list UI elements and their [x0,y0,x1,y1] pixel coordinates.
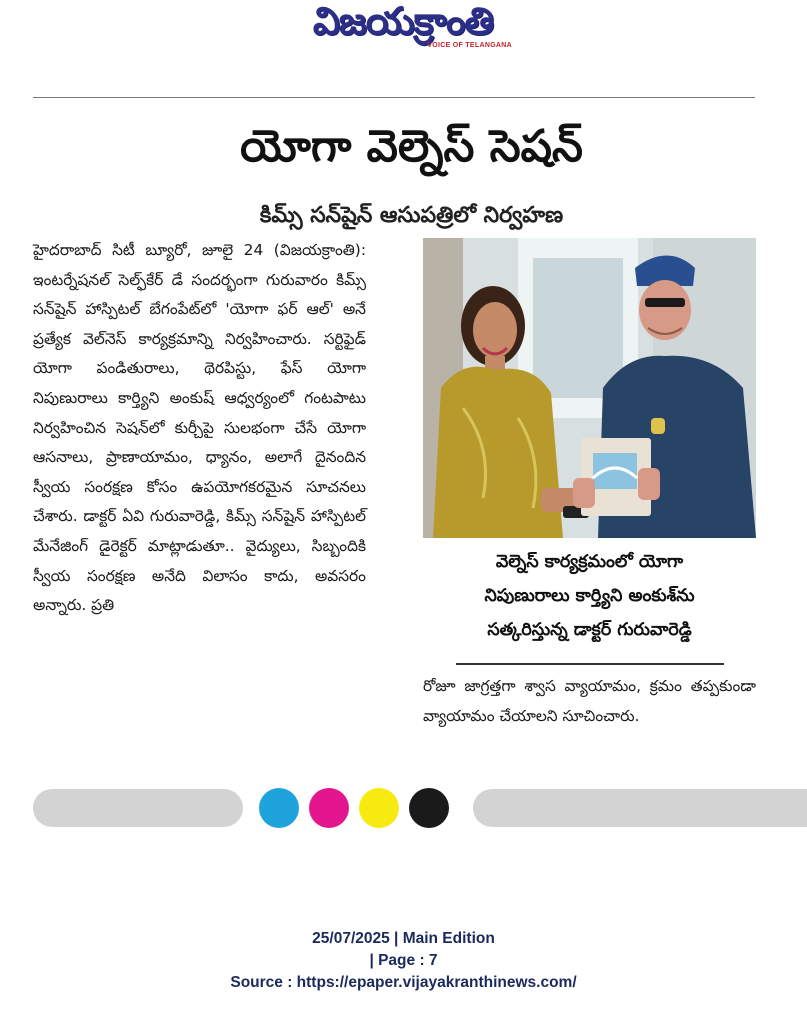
article-body-text: హైదరాబాద్ సిటీ బ్యూరో, జూలై 24 (విజయక్రాంతి): ఇంటర్నేషనల్ సెల్ఫ్‌కేర్ డే సందర్భంగా గురువారం కిమ్స్ సన్‌షైన్ హాస్పిటల్ బేగంపేట్‌లో 'యోగా ఫర్ ఆల్' అనే ప్రత్యేక వెల్‌నెస్ కార్యక్రమాన్ని నిర్వహించారు. సర్టిఫైడ్ యోగా పండితురాలు, థెరపిస్టు, ఫేస్ యోగా నిపుణురాలు కార్త్యిని అంకుష్ ఆధ్వర్యంలో గంటపాటు నిర్వహించిన సెషన్‌లో కుర్చీపై సులభంగా చేసే యోగా ఆసనాలు, ప్రాణాయామం, ధ్యానం, అలాగే దైనందిన స్వీయ సంరక్షణ కోసం ఉపయోగకరమైన సూచనలు చేశారు. డాక్టర్ ఏవి గురువారెడ్డి, కిమ్స్ సన్‌షైన్ హాస్పిటల్ మేనేజింగ్ డైరెక్టర్ మాట్లాడుతూ.. వైద్యులు, సిబ్బందికి స్వీయ సంరక్షణ అనేది విలాసం కాదు, అవసరం అన్నారు. ప్రతి [33,241,366,615]
article-subheadline: కిమ్స్ సన్‌షైన్ ఆసుపత్రిలో నిర్వహణ [259,203,564,228]
logo-tagline: VOICE OF TELANGANA [427,42,512,49]
article-body-column [33,236,366,621]
newspaper-logo[interactable] [290,0,516,58]
footer-source-link[interactable]: Source : https://epaper.vijayakranthinews.com/ [230,974,577,991]
header-divider [33,97,755,98]
footer-page-number: | Page : 7 [369,952,438,969]
print-registration-bar [0,786,807,828]
magenta-dot [309,788,349,828]
logo-text: విజయక్రాంతి [312,0,494,43]
caption-line: నిపుణురాలు కార్త్యిని అంకుశ్‌ను [484,586,695,606]
registration-bar-left [33,789,243,827]
black-dot [409,788,449,828]
yellow-dot [359,788,399,828]
photo-caption [423,545,756,647]
article-headline: యోగా వెల్నెస్ సెషన్ [240,121,583,172]
epaper-footer [0,928,807,994]
masthead [0,0,807,60]
registration-bar-right [473,789,807,827]
article-continuation-column [423,672,756,731]
caption-underline [456,663,724,665]
article-continuation-text: రోజూ జాగ్రత్తగా శ్వాస వ్యాయామం, క్రమం తప్పకుండా వ్యాయామం చేయాలని సూచించారు. [423,677,756,725]
cyan-dot [259,788,299,828]
article-photo [423,238,756,538]
footer-date-edition: 25/07/2025 | Main Edition [312,930,495,947]
photo-illustration [423,238,756,538]
caption-line: వెల్నెస్ కార్యక్రమంలో యోగా [495,552,684,572]
caption-line: సత్కరిస్తున్న డాక్టర్ గురువారెడ్డి [487,620,692,640]
